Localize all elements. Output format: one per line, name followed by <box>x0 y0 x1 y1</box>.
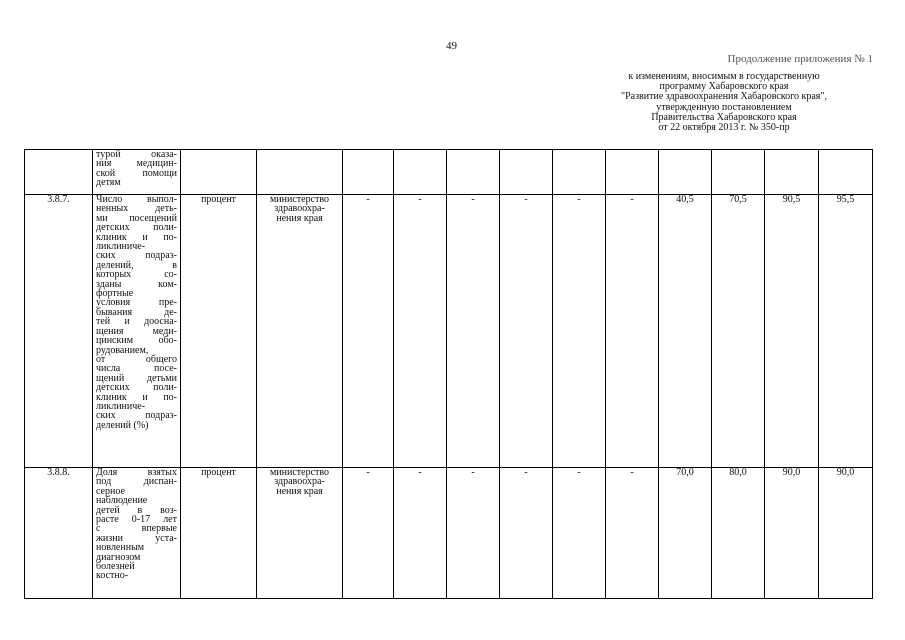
table-cell <box>447 150 500 195</box>
indicator-name-line: числа посе- <box>96 363 177 375</box>
appendix-title: Продолжение приложения № 1 <box>727 53 873 65</box>
indicator-name-line: болезней <box>96 561 135 573</box>
indicator-name-line: условия пре- <box>96 297 177 309</box>
table-cell <box>819 150 873 195</box>
page-bottom-crop <box>0 606 905 640</box>
indicator-name-line: диагнозом <box>96 551 141 563</box>
indicator-name-line: от общего <box>96 353 177 365</box>
table-cell <box>712 150 765 195</box>
value-cell: - <box>343 195 394 468</box>
indicator-name-line: клиник и по- <box>96 391 177 403</box>
value-cell: - <box>447 468 500 599</box>
indicator-name-cell <box>93 468 181 599</box>
indicator-name-line: под диспан- <box>96 476 177 488</box>
value-cell: - <box>500 195 553 468</box>
table-row <box>25 150 873 195</box>
table-cell <box>343 150 394 195</box>
header-line: "Развитие здравоохранения Хабаровского края", <box>621 91 827 103</box>
indicator-name-line: жизни уста- <box>96 532 177 544</box>
indicator-name-line: детских поли- <box>96 382 177 394</box>
indicator-name-line: Число выпол- <box>96 194 177 205</box>
indicator-name-line: щения меди- <box>96 325 177 337</box>
indicator-name-line: делений, в <box>96 259 177 271</box>
indicator-name-cell: турой оказа- ния медицин- ской помощи детям <box>93 150 181 195</box>
table-cell <box>659 150 712 195</box>
indicator-name-line: детей в воз- <box>96 504 177 516</box>
table-cell <box>553 150 606 195</box>
value-cell: - <box>553 195 606 468</box>
table-cell <box>765 150 819 195</box>
indicator-name-line: тей и доосна- <box>96 316 177 328</box>
indicator-name-cell <box>93 195 181 468</box>
unit-cell: процент <box>181 195 257 468</box>
indicator-name-line: расте 0-17 лет <box>96 514 177 526</box>
table-cell <box>25 150 93 195</box>
unit-cell: процент <box>181 468 257 599</box>
value-cell: - <box>500 468 553 599</box>
header-line: Правительства Хабаровского края <box>651 111 797 123</box>
row-number: 3.8.7. <box>25 195 93 468</box>
value-cell: 90,0 <box>765 468 819 599</box>
indicator-name-line: ми посещений <box>96 212 177 224</box>
header-line: программу Хабаровского края <box>659 81 789 93</box>
value-cell: - <box>606 468 659 599</box>
value-cell: 90,5 <box>765 195 819 468</box>
indicator-name-line: ских подраз- <box>96 250 177 262</box>
header-line: от 22 октября 2013 г. № 350-пр <box>658 122 790 134</box>
header-line: утвержденную постановлением <box>656 101 792 113</box>
indicator-name-line: ликлиниче- <box>96 400 146 412</box>
indicator-name-line: Доля взятых <box>96 467 177 478</box>
table-cell <box>394 150 447 195</box>
indicator-name-line: цинским обо- <box>96 335 177 347</box>
value-cell: - <box>394 195 447 468</box>
value-cell: - <box>394 468 447 599</box>
value-cell: - <box>553 468 606 599</box>
value-cell: 40,5 <box>659 195 712 468</box>
indicator-name-line: делений (%) <box>96 419 149 431</box>
indicator-name-line: которых со- <box>96 269 177 281</box>
indicator-name-line: ликлиниче- <box>96 241 146 253</box>
value-cell: 80,0 <box>712 468 765 599</box>
indicator-name-line: детских поли- <box>96 222 177 234</box>
indicator-name-line: ненных деть- <box>96 203 177 215</box>
table-row <box>25 468 873 599</box>
table-cell <box>606 150 659 195</box>
indicator-name-line: зданы ком- <box>96 278 177 290</box>
value-cell: - <box>343 468 394 599</box>
document-header <box>560 72 888 133</box>
value-cell: 90,0 <box>819 468 873 599</box>
indicator-name-line: серное <box>96 485 125 497</box>
indicator-name-line: рудованием, <box>96 344 149 356</box>
table-cell <box>500 150 553 195</box>
value-cell: 70,5 <box>712 195 765 468</box>
value-cell: - <box>447 195 500 468</box>
indicator-name-line: фортные <box>96 288 134 300</box>
header-line: к изменениям, вносимым в государственную <box>628 71 820 82</box>
indicator-name-line: щений детьми <box>96 372 177 384</box>
indicators-table <box>24 149 873 599</box>
value-cell: - <box>606 195 659 468</box>
indicator-name-line: наблюдение <box>96 495 148 507</box>
indicator-name-line: ских подраз- <box>96 410 177 422</box>
indicator-name-line: костно- <box>96 570 129 582</box>
executor-cell: министерство здравоохра- нения края <box>257 195 343 468</box>
value-cell: 70,0 <box>659 468 712 599</box>
indicator-name-line: клиник и по- <box>96 231 177 243</box>
indicator-name-line: новленным <box>96 542 145 554</box>
row-number: 3.8.8. <box>25 468 93 599</box>
table-cell <box>257 150 343 195</box>
page-number: 49 <box>446 40 457 52</box>
table-cell <box>181 150 257 195</box>
indicator-name-line: с впервые <box>96 523 177 535</box>
value-cell: 95,5 <box>819 195 873 468</box>
table-row <box>25 195 873 468</box>
executor-cell: министерство здравоохра- нения края <box>257 468 343 599</box>
indicator-name-line: бывания де- <box>96 306 177 318</box>
